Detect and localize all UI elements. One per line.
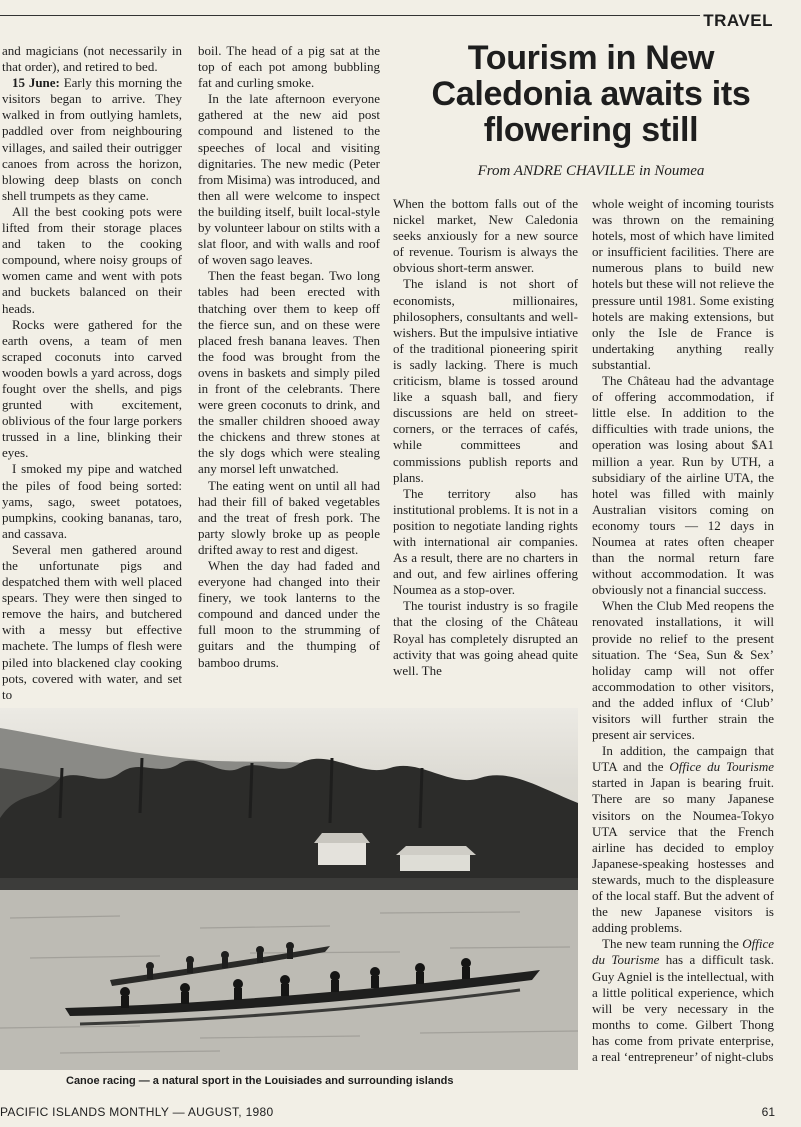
column-2	[198, 43, 380, 671]
column-1	[2, 43, 182, 703]
paragraph: The territory also has institutional problems. It is not in a position to negotiate landing rights with international air companies. As a result, there are no charters in and out, and few airlines offering Noumea as a stop-over.	[393, 485, 578, 598]
page-number: 61	[761, 1105, 775, 1119]
paragraph: The Château had the advantage of offering accommodation, if little else. In addition to the difficulties with trade unions, the operation was losing about $A1 million a year. Run by UTH, a subsidiary of the airline UTA, the hotel was filled with mainly Australian visitors coming on economy tours — 12 days in Noumea at rates often cheaper than the normal return fare without accommodation. It was obviously not a financial success.	[592, 373, 774, 598]
paragraph: The eating went on until all had had their fill of baked vegetables and the treat of fresh pork. The party slowly broke up as people drifted away to rest and digest.	[198, 477, 380, 557]
column-4	[592, 196, 774, 1065]
photo-caption: Canoe racing — a natural sport in the Louisiades and surrounding islands	[66, 1075, 454, 1087]
paragraph: Several men gathered around the unfortunate pigs and despatched them with well placed spears. They were then singed to remove the hairs, and butchered with a messy but effective machete. The lumps of flesh were piled into blackened clay cooking pots, covered with water, and set to	[2, 541, 182, 702]
paragraph: The new team running the Office du Tourisme has a difficult task. Guy Agniel is the intellectual, with a little political experience, which will be very necessary in the months to come. Gilbert Thong has come from private enterprise, a real ‘entrepreneur’ of night-clubs	[592, 936, 774, 1064]
paragraph: When the Club Med reopens the renovated installations, it will provide no relief to the present situation. The ‘Sea, Sun & Sex’ holiday camp will not offer accommodation to other visitors, and the added influx of ‘Club’ visitors will further strain the present air services.	[592, 598, 774, 743]
paragraph: When the day had faded and everyone had changed into their finery, we took lanterns to the compound and danced under the full moon to the strumming of guitars and the thumping of bamboo drums.	[198, 558, 380, 670]
paragraph: Then the feast began. Two long tables had been erected with thatching over them to keep off the fierce sun, and on these were placed fresh banana leaves. Then the food was brought from the ovens in baskets and simply piled in front of the celebrants. There were green coconuts to drink, and the smaller children shooed away the chickens and threw stones at the sly dogs which were stealing any morsel left unwatched.	[198, 268, 380, 477]
canoe-racing-photo	[0, 708, 578, 1070]
date-label: 15 June:	[12, 75, 60, 91]
paragraph: All the best cooking pots were lifted from their storage places and taken to the cooking compound, where noisy groups of women came and went with pots and buckets balanced on their heads.	[2, 203, 182, 316]
paragraph: When the bottom falls out of the nickel market, New Caledonia seeks anxiously for a new source of revenue. Tourism is always the obvious short-term answer.	[393, 196, 578, 276]
column-3	[393, 196, 578, 679]
paragraph: The island is not short of economists, millionaires, philosophers, consultants and well-wishers. But the impulsive intiative of the traditional pioneering spirit is sadly lacking. There is much criticism, blame is tossed around like a squash ball, and fiery discussions are held on street-corners, or the terraces of cafés, while committees and commissions publish reports and plans.	[393, 276, 578, 485]
paragraph: In addition, the campaign that UTA and the Office du Tourisme started in Japan is bearing fruit. There are so many Japanese visitors on the Noumea-Tokyo UTA service that the French airline has decided to employ Japanese-speaking hostesses and stewards, much to the displeasure of the local staff. But the advent of the new Japanese visitors is adding problems.	[592, 743, 774, 936]
paragraph: 15 June: Early this morning the visitors began to arrive. They walked in from outlying hamlets, paddled over from neighbouring villages, and sailed their outrigger canoes from across the horizon, blowing deep blasts on conch shell trumpets as they came.	[2, 75, 182, 203]
paragraph: Rocks were gathered for the earth ovens, a team of men scraped coconuts into carved wooden bowls a yard across, dogs fought over the shells, and pigs grunted with excitement, oblivious of the four large porkers trussed in a line, blinking their eyes.	[2, 316, 182, 461]
paragraph: whole weight of incoming tourists was thrown on the remaining hotels, most of which have limited or insufficient facilities. There are numerous plans to build new hotels but these will not relieve the pressure until 1981. Some existing hotels are making extensions, but only the Isle de France is undertaking anything really substantial.	[592, 196, 774, 372]
paragraph: In the late afternoon everyone gathered at the new aid post compound and listened to the speeches of local and visiting dignitaries. The new medic (Peter from Misima) was introduced, and then all were welcome to inspect the building itself, built local-style by volunteer labour on stilts with a slat floor, and with walls and roof of woven sago leaves.	[198, 91, 380, 268]
paragraph: and magicians (not necessarily in that order), and retired to bed.	[2, 43, 182, 75]
publication-footer: PACIFIC ISLANDS MONTHLY — AUGUST, 1980	[0, 1105, 274, 1119]
paragraph: I smoked my pipe and watched the piles of food being sorted: yams, sago, sweet potatoes, pumpkins, cooking bananas, taro, and cassava.	[2, 461, 182, 541]
paragraph: The tourist industry is so fragile that the closing of the Château Royal has completely disrupted an activity that was going ahead quite well. The	[393, 598, 578, 678]
section-label: TRAVEL	[703, 11, 773, 30]
top-rule	[0, 15, 700, 16]
byline: From ANDRE CHAVILLE in Noumea	[477, 163, 705, 179]
paragraph: boil. The head of a pig sat at the top of each pot among bubbling fat and curling smoke.	[198, 43, 380, 91]
headline: Tourism in New Caledonia awaits its flowering still	[431, 39, 751, 149]
